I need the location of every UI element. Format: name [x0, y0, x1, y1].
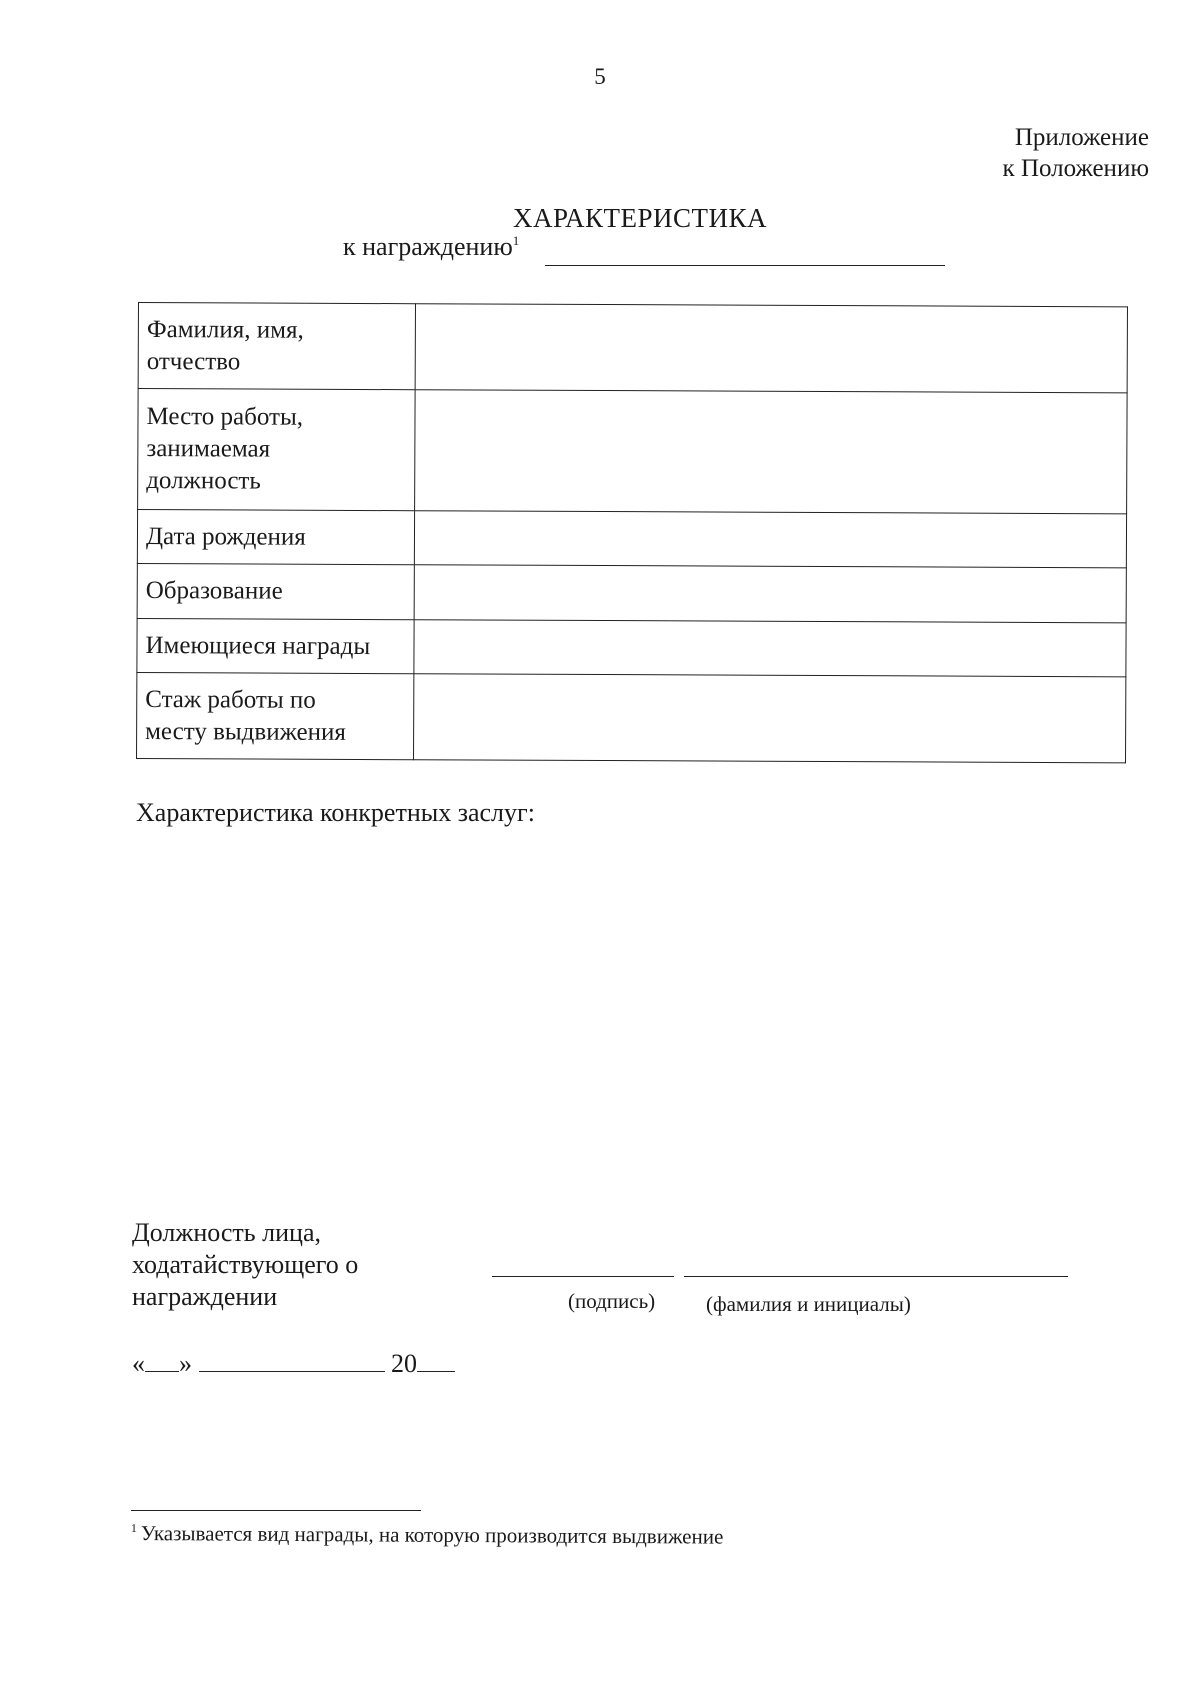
year-blank[interactable] — [417, 1349, 455, 1372]
name-initials-caption: (фамилия и инициалы) — [706, 1292, 911, 1316]
appendix-line-1: Приложение — [1014, 124, 1149, 151]
row-label-full-name: Фамилия, имя, отчество — [138, 303, 415, 390]
month-blank[interactable] — [199, 1349, 385, 1372]
appendix-line-2: к Положению — [1002, 155, 1149, 182]
merits-section-label: Характеристика конкретных заслуг: — [136, 798, 535, 827]
table-row — [137, 563, 1126, 622]
date-open-quote: « — [132, 1349, 145, 1378]
birth-date-field[interactable] — [414, 511, 1126, 568]
footnote-reference: 1 — [512, 233, 520, 248]
footnote — [131, 1521, 724, 1550]
footnote-text: Указывается вид награды, на которую производится выдвижение — [140, 1521, 724, 1549]
document-subtitle — [343, 232, 519, 262]
subtitle-text: к награждению — [343, 232, 513, 261]
row-label-workplace-position: Место работы, занимаемая должность — [138, 389, 416, 511]
table-row — [138, 389, 1128, 514]
date-line — [132, 1349, 455, 1379]
table-row — [137, 672, 1126, 762]
footnote-mark: 1 — [130, 1521, 137, 1536]
footnote-separator — [131, 1510, 421, 1511]
personal-info-table — [136, 302, 1128, 763]
workplace-position-field[interactable] — [415, 390, 1128, 514]
row-label-education: Образование — [137, 563, 414, 619]
table-row — [138, 303, 1127, 393]
table-row — [137, 618, 1126, 676]
work-experience-field[interactable] — [414, 674, 1126, 763]
signature-caption: (подпись) — [568, 1289, 656, 1313]
name-initials-blank-line[interactable] — [684, 1276, 1068, 1277]
existing-awards-field[interactable] — [414, 620, 1126, 677]
signature-blank-line[interactable] — [492, 1276, 674, 1277]
page-number: 5 — [594, 64, 606, 89]
education-field[interactable] — [414, 565, 1126, 623]
document-title: ХАРАКТЕРИСТИКА — [512, 203, 768, 233]
signer-position-label: Должность лица, ходатайствующего о награждении — [132, 1218, 359, 1311]
full-name-field[interactable] — [415, 304, 1127, 393]
year-prefix: 20 — [391, 1349, 417, 1378]
award-type-blank-line[interactable] — [545, 265, 945, 266]
row-label-work-experience: Стаж работы по месту выдвижения — [137, 672, 414, 759]
table-row — [137, 510, 1126, 568]
appendix-note — [1003, 122, 1149, 184]
row-label-birth-date: Дата рождения — [137, 510, 414, 565]
date-close-quote: » — [179, 1349, 192, 1378]
row-label-existing-awards: Имеющиеся награды — [137, 618, 414, 673]
day-blank[interactable] — [145, 1349, 179, 1372]
